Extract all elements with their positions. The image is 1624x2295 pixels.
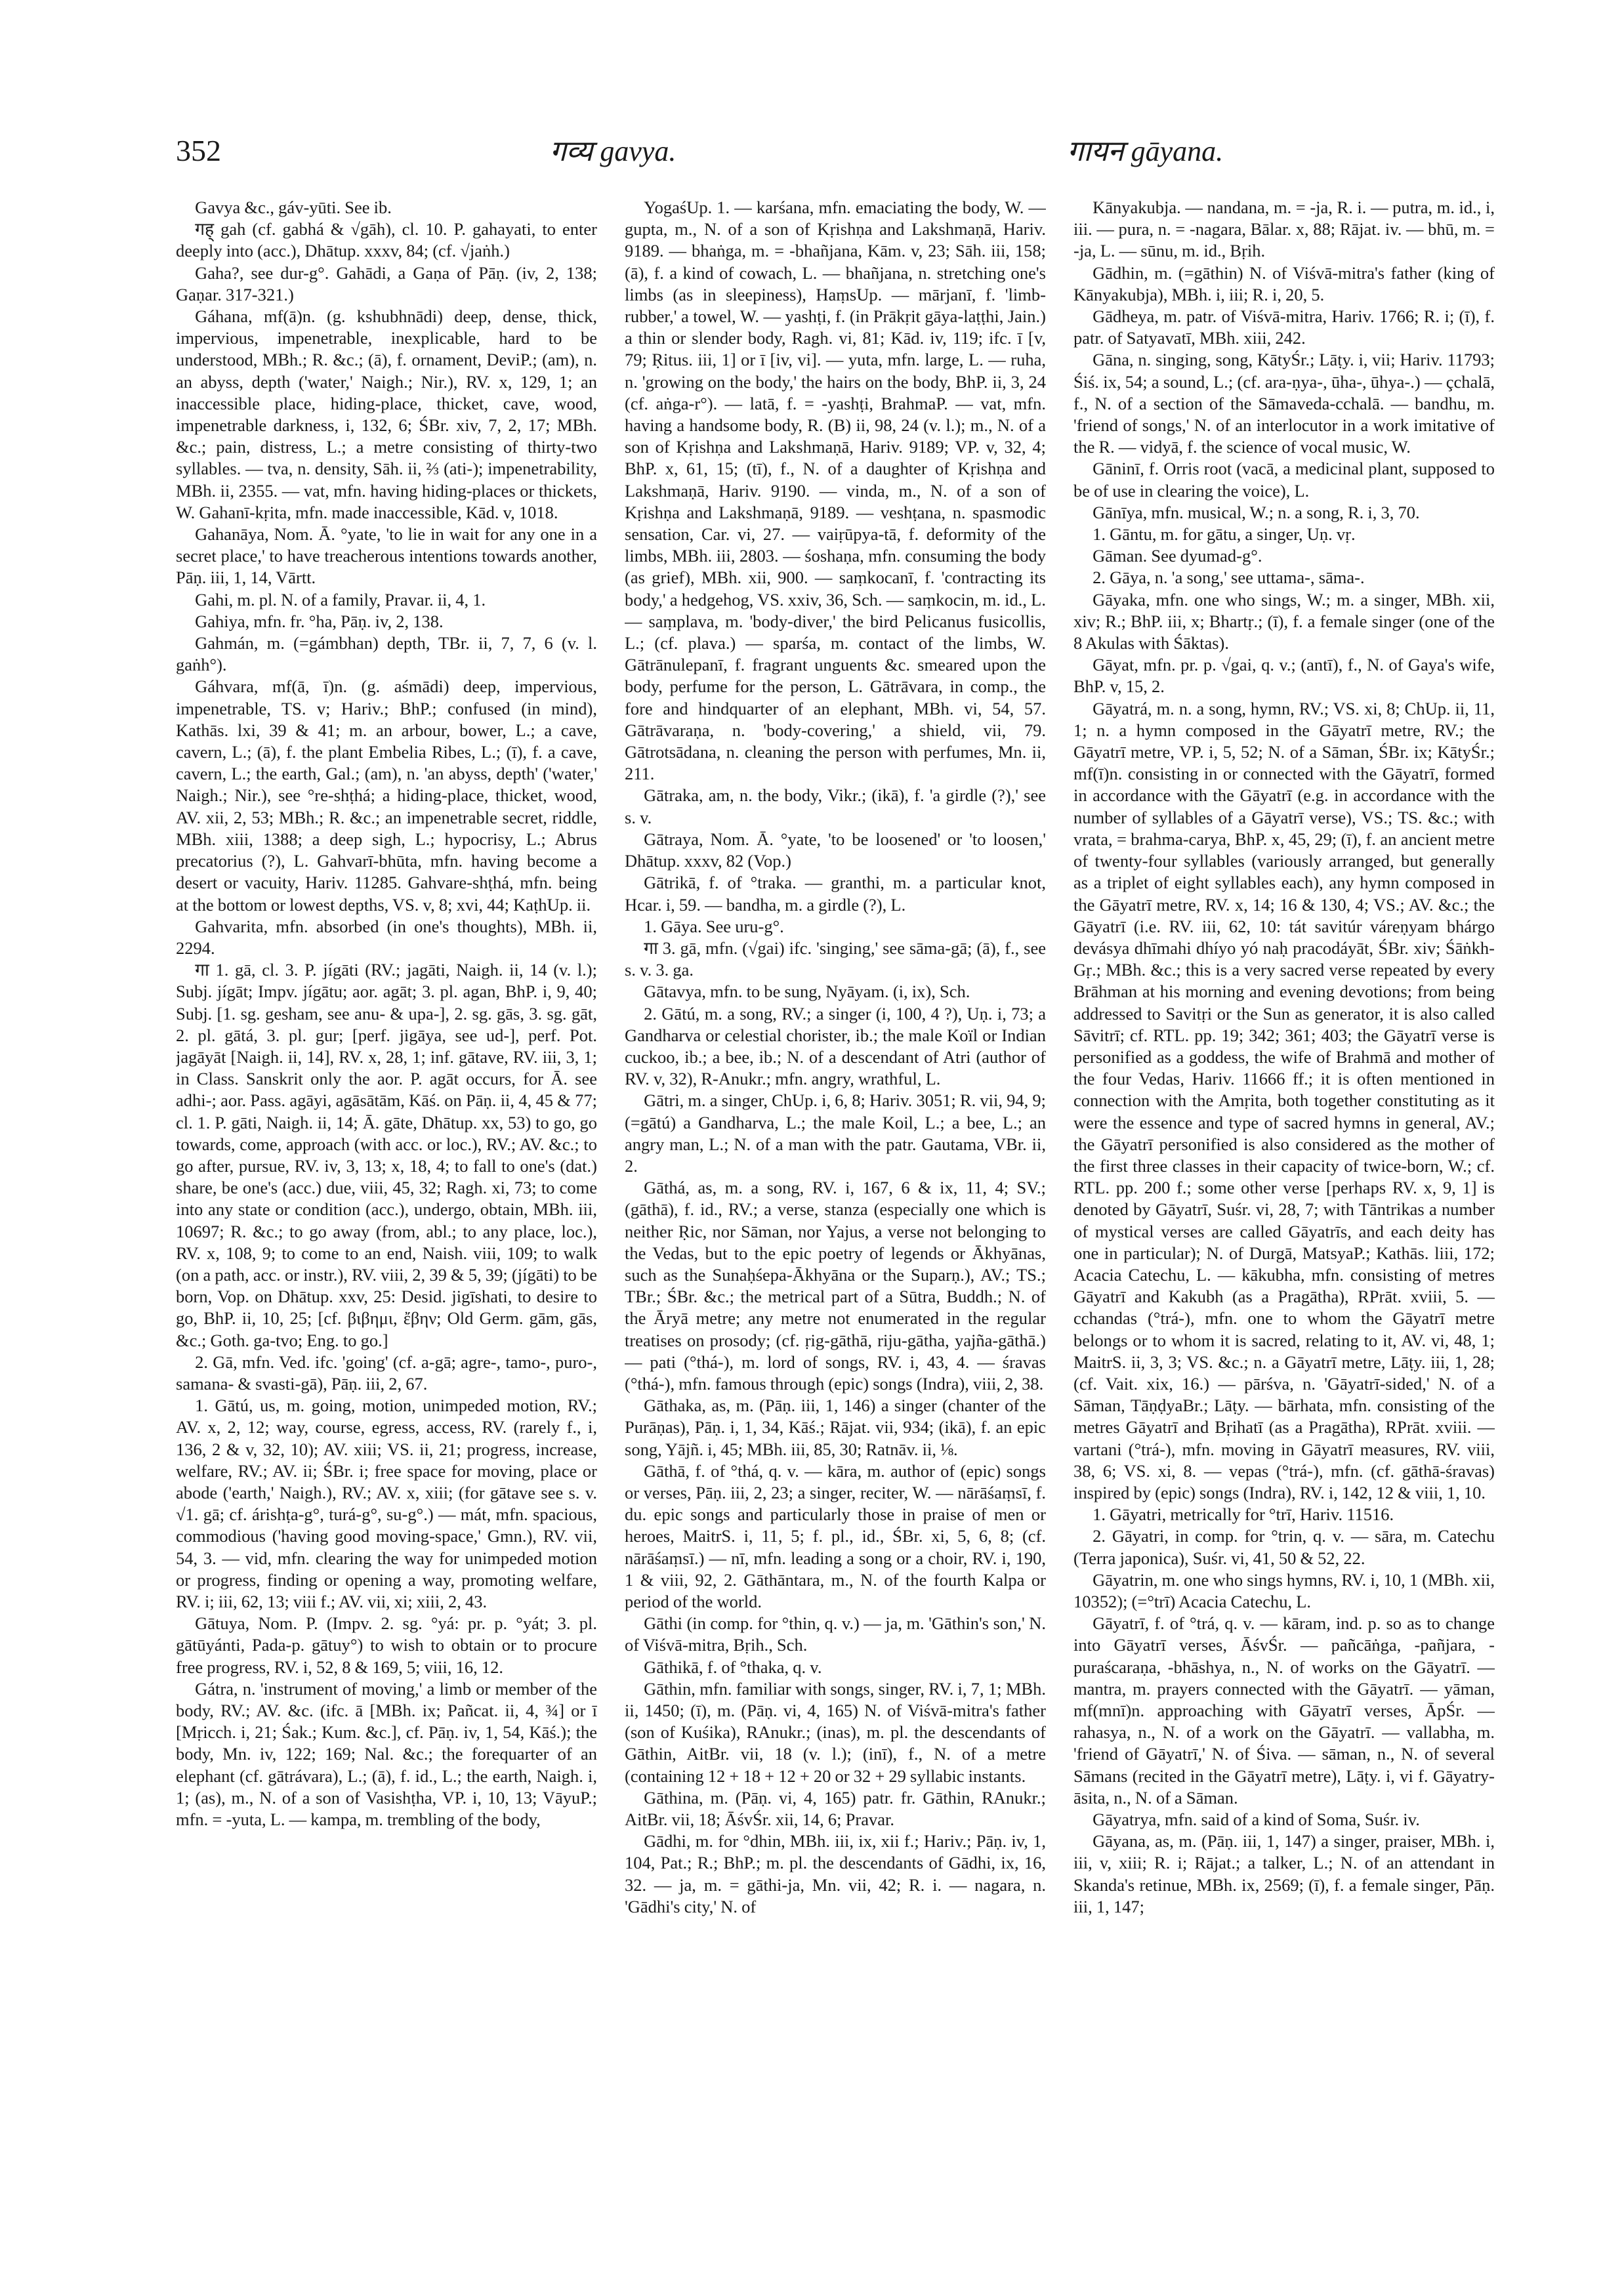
dictionary-entry: Gāthin, mfn. familiar with songs, singer, RV. i, 7, 1; MBh. ii, 1450; (ī), m. (Pāṇ. vi, 4, 165) N. of Viśvā-mitra's father (son of Kuśika), RAnukr.; (inas), m. pl. the descendants of Gāthin, AitBr. vii, 18 (v. l.); (inī), f., N. of a metre (containing 12 + 18 + 12 + 20 or 32 + 29 syllabic instants. — [625, 1678, 1046, 1786]
dictionary-entry: गह् gah (cf. gabhá & √gāh), cl. 10. P. gahayati, to enter deeply into (acc.), Dhātup. xxxv, 84; (cf. √jaṅh.) — [176, 219, 597, 261]
dictionary-entry: Gāyatrá, m. n. a song, hymn, RV.; VS. xi, 8; ChUp. ii, 11, 1; n. a hymn composed in the Gāyatrī metre, RV.; the Gāyatrī metre, VP. i, 5, 52; N. of a Sāman, ŚBr. ix; KātyŚr.; mf(ī)n. consisting in or connected with the Gāyatrī, formed in accordance with the Gāyatrī (e.g. in accordance with the number of syllables of a Gāyatrī verse), VS.; TS. &c.; with vrata, = brahma-carya, BhP. x, 45, 29; (ī), f. an ancient metre of twenty-four syllables (variously arranged, but generally as a triplet of eight syllables each), any hymn composed in the Gāyatrī metre, RV. x, 14; 16 & 130, 4; VS.; AV. &c.; the Gāyatrī (i.e. RV. iii, 62, 10: tát savitúr váreṇyam bhárgo devásya dhīmahi dhíyo yó naḥ pracodáyāt, ŚBr. xiv; Śāṅkh-Gṛ.; MBh. &c.; this is a very sacred verse repeated by every Brāhman at his morning and evening devotions; from being addressed to Savitṛi or the Sun as generator, it is also called Sāvitrī; cf. RTL. pp. 19; 342; 361; 403; the Gāyatrī verse is personified as a goddess, the wife of Brahmā and mother of the four Vedas, Hariv. 11666 ff.; it is often mentioned in connection with the Amṛita, both together constituting as it were the essence and type of sacred hymns in general, AV.; the Gāyatrī personified is also considered as the mother of the first three classes in their capacity of twice-born, W.; cf. RTL. pp. 200 f.; some other verse [perhaps RV. x, 9, 1] is denoted by Gāyatrī, Suśr. vi, 28, 7; with Tāntrikas a number of mystical verses are called Gāyatrīs, and each deity has one in particular); N. of Durgā, MatsyaP.; Kathās. liii, 172; Acacia Catechu, L. — kākubha, mfn. consisting of metres Gāyatrī and Kakubh (as a Pragātha), RPrāt. xviii, 5. — cchandas (°trá-), mfn. one to whom the Gāyatrī metre belongs or to whom it is sacred, relating to it, AV. vi, 48, 1; MaitrS. ii, 3, 3; VS. &c.; n. a Gāyatrī metre, Lāṭy. iii, 1, 28; (cf. Vait. xix, 16.) — pārśva, n. 'Gāyatrī-sided,' N. of a Sāman, TāṇḍyaBr.; Lāṭy. — bārhata, mfn. consisting of the metres Gāyatrī and Bṛihatī (as a Pragātha), RPrāt. xviii. — vartani (°trá-), mfn. moving in Gāyatrī measures, RV. viii, 38, 6; VS. xi, 8. — vepas (°trá-), mfn. (cf. gāthā-śravas) inspired by (epic) songs (Indra), RV. i, 142, 12 & viii, 1, 10. — [1073, 698, 1495, 1502]
dictionary-entry: Gavya &c., gáv-yūti. See ib. — [195, 197, 392, 217]
dictionary-entry: Gāthaka, as, m. (Pāṇ. iii, 1, 146) a singer (chanter of the Purāṇas), Pāṇ. i, 1, 34, Kāś.; Rājat. vii, 934; (ikā), f. an epic song, Yājñ. i, 45; MBh. iii, 85, 30; Ratnāv. ii, ⅛. — [625, 1396, 1046, 1459]
column-right — [1073, 197, 1495, 2257]
dictionary-columns — [176, 197, 1495, 2257]
dictionary-entry: Gātavya, mfn. to be sung, Nyāyam. (i, ix), Sch. — [644, 982, 970, 1002]
dictionary-entry: Kānyakubja. — nandana, m. = -ja, R. i. — putra, m. id., i, iii. — pura, n. = -nagara, Bālar. x, 88; Rājat. iv. — bhū, m. = -ja, L. — sūnu, m. id., Bṛih. — [1073, 197, 1495, 261]
dictionary-entry: Gaha?, see dur-g°. Gahādi, a Gaṇa of Pāṇ. (iv, 2, 138; Gaṇar. 317-321.) — [176, 262, 597, 304]
dictionary-entry: Gāyat, mfn. pr. p. √gai, q. v.; (antī), f., N. of Gaya's wife, BhP. v, 15, 2. — [1073, 655, 1495, 697]
dictionary-entry: Gāthi (in comp. for °thin, q. v.) — ja, m. 'Gāthin's son,' N. of Viśvā-mitra, Bṛih., Sch. — [625, 1613, 1046, 1655]
dictionary-entry: Gātrikā, f. of °traka. — granthi, m. a particular knot, Hcar. i, 59. — bandha, m. a girdle (?), L. — [625, 873, 1046, 915]
dictionary-entry: 1. Gāya. See uru-g°. — [644, 916, 784, 936]
dictionary-entry: 2. Gātú, m. a song, RV.; a singer (i, 100, 4 ?), Uṇ. i, 73; a Gandharva or celestial chorister, ib.; the male Koïl or Indian cuckoo, ib.; a bee, ib.; N. of a descendant of Atri (author of RV. v, 32), R-Anukr.; mfn. angry, wrathful, L. — [625, 1003, 1046, 1089]
column-middle — [625, 197, 1046, 2257]
dictionary-entry: Gāthikā, f. of °thaka, q. v. — [644, 1657, 822, 1677]
dictionary-entry: Gātri, m. a singer, ChUp. i, 6, 8; Hariv. 3051; R. vii, 94, 9; (=gātú) a Gandharva, L.; the male Koil, L.; a bee, L.; an angry man, L.; N. of a man with the patr. Gautama, VBr. ii, 2. — [625, 1090, 1046, 1176]
dictionary-entry: Gahiya, mfn. fr. °ha, Pāṇ. iv, 2, 138. — [195, 611, 444, 631]
dictionary-entry: Gāyana, as, m. (Pāṇ. iii, 1, 147) a singer, praiser, MBh. i, iii, v, xiii; R. i; Rājat.; a talker, L.; N. of an attendant in Skanda's retinue, MBh. ix, 2569; (ī), f. a female singer, Pāṇ. iii, 1, 147; — [1073, 1831, 1495, 1916]
dictionary-entry: गा 1. gā, cl. 3. P. jígāti (RV.; jagāti, Naigh. ii, 14 (v. l.); Subj. jígāt; Impv. jígātu; aor. agāt; 3. pl. agan, BhP. i, 9, 40; Subj. [1. sg. gesham, see anu- & upa-], 2. sg. gās, 3. sg. gāt, 2. pl. gātá, 3. pl. gur; [perf. jigāya, see ud-], perf. Pot. jagāyāt [Naigh. ii, 14], RV. x, 28, 1; inf. gātave, RV. iii, 3, 1; in Class. Sanskrit only the aor. P. agāt occurs, for Ā. see adhi-; aor. Pass. agāyi, agāsātām, Kāś. on Pāṇ. ii, 4, 45 & 77; cl. 1. P. gāti, Naigh. ii, 14; Ā. gāte, Dhātup. xx, 53) to go, go towards, come, approach (with acc. or loc.), RV.; AV. &c.; to go after, pursue, RV. iv, 3, 13; x, 18, 4; to fall to one's (dat.) share, be one's (acc.) due, viii, 45, 32; Ragh. xi, 73; to come into any state or condition (acc.), undergo, obtain, MBh. iii, 10697; R. &c.; to go away (from, abl.; to any place, loc.), RV. x, 108, 9; to come to an end, Naish. viii, 109; to walk (on a path, acc. or instr.), RV. viii, 2, 39 & 5, 39; (jígāti) to be born, Vop. on Dhātup. xxv, 25: Desid. jigīshati, to desire to go, BhP. ii, 10, 25; [cf. βιβημι, ἔβην; Old Germ. gām, gās, &c.; Goth. ga-tvo; Eng. to go.] — [176, 960, 597, 1350]
dictionary-entry: Gāna, n. singing, song, KātyŚr.; Lāṭy. i, vii; Hariv. 11793; Śiś. ix, 54; a sound, L.; (cf. ara-ṇya-, ūha-, ūhya-.) — çchalā, f., N. of a section of the Sāmaveda-cchalā. — bandhu, m. 'friend of songs,' N. of an interlocutor in a work imitative of the R. — vidyā, f. the science of vocal music, W. — [1073, 350, 1495, 457]
dictionary-entry: Gahvarita, mfn. absorbed (in one's thoughts), MBh. ii, 2294. — [176, 916, 597, 958]
dictionary-entry: 2. Gā, mfn. Ved. ifc. 'going' (cf. a-gā; agre-, tamo-, puro-, samana- & svasti-gā), Pāṇ. iii, 2, 67. — [176, 1352, 597, 1394]
dictionary-entry: 1. Gāyatri, metrically for °trī, Hariv. 11516. — [1093, 1504, 1394, 1525]
dictionary-entry: Gāthá, as, m. a song, RV. i, 167, 6 & ix, 11, 4; SV.; (gāthā), f. id., RV.; a verse, stanza (especially one which is neither Ṛic, nor Sāman, nor Yajus, a verse not belonging to the Vedas, but to the epic poetry of legends or Ākhyānas, such as the Sunaḥśepa-Ākhyāna or the Suparṇ.), AV.; TS.; TBr.; ŚBr. &c.; the metrical part of a Sūtra, Buddh.; N. of the Āryā metre; any metre not enumerated in the regular treatises on prosody; (cf. ṛig-gāthā, riju-gātha, yajña-gāthā.) — pati (°thá-), m. lord of songs, RV. i, 43, 4. — śravas (°thá-), mfn. famous through (epic) songs (Indra), viii, 2, 38. — [625, 1178, 1046, 1394]
running-head-left: गव्य gavya. — [550, 135, 677, 167]
dictionary-entry: Gāninī, f. Orris root (vacā, a medicinal plant, supposed to be of use in clearing the voice), L. — [1073, 459, 1495, 501]
dictionary-entry: Gátra, n. 'instrument of moving,' a limb or member of the body, RV.; AV. &c. (ifc. ā [MBh. ix; Pañcat. ii, 4, ¾] or ī [Mṛicch. i, 21; Śak.; Kum. &c.], cf. Pāṇ. iv, 1, 54, Kāś.); the body, Mn. iv, 122; 169; Nal. &c.; the forequarter of an elephant (cf. gātrávara), L.; (ā), f. id., L.; the earth, Naigh. i, 1; (as), m., N. of a son of Vasishṭha, VP. i, 10, 13; VāyuP.; mfn. = -yuta, L. — kampa, m. trembling of the body, — [176, 1678, 597, 1830]
dictionary-entry: Gahanāya, Nom. Ā. °yate, 'to lie in wait for any one in a secret place,' to have treacherous intentions towards another, Pāṇ. iii, 1, 14, Vārtt. — [176, 524, 597, 588]
dictionary-entry: Gādheya, m. patr. of Viśvā-mitra, Hariv. 1766; R. i; (ī), f. patr. of Satyavatī, MBh. xiii, 242. — [1073, 306, 1495, 348]
dictionary-entry: Gādhin, m. (=gāthin) N. of Viśvā-mitra's father (king of Kānyakubja), MBh. i, iii; R. i, 20, 5. — [1073, 262, 1495, 304]
page-number: 352 — [176, 134, 221, 167]
dictionary-entry: Gādhi, m. for °dhin, MBh. iii, ix, xii f.; Hariv.; Pāṇ. iv, 1, 104, Pat.; R.; BhP.; m. pl. the descendants of Gādhi, ix, 16, 32. — ja, m. = gāthi-ja, Mn. vii, 42; R. i. — nagara, n. 'Gādhi's city,' N. of — [625, 1831, 1046, 1916]
dictionary-entry: Gāyatrya, mfn. said of a kind of Soma, Suśr. iv. — [1093, 1809, 1420, 1830]
column-left — [176, 197, 597, 2257]
dictionary-entry: गा 3. gā, mfn. (√gai) ifc. 'singing,' see sāma-gā; (ā), f., see s. v. 3. ga. — [625, 938, 1046, 980]
dictionary-entry: 2. Gāyatri, in comp. for °trin, q. v. — sāra, m. Catechu (Terra japonica), Suśr. vi, 41, 50 & 52, 22. — [1073, 1526, 1495, 1568]
dictionary-entry: Gahmán, m. (=gámbhan) depth, TBr. ii, 7, 7, 6 (v. l. gaṅh°). — [176, 633, 597, 675]
dictionary-entry: Gāyaka, mfn. one who sings, W.; m. a singer, MBh. xii, xiv; R.; BhP. iii, x; Bhartṛ.; (ī), f. a female singer (one of the 8 Akulas with Śāktas). — [1073, 589, 1495, 653]
dictionary-entry: Gāthā, f. of °thá, q. v. — kāra, m. author of (epic) songs or verses, Pāṇ. iii, 2, 23; a singer, reciter, W. — nārāśaṃsī, f. du. epic songs and particularly those in praise of men or heroes, MaitrS. i, 11, 5; f. pl., id., ŚBr. xi, 5, 6, 8; (cf. nārāśaṃsī.) — nī, mfn. leading a song or a choir, RV. i, 190, 1 & viii, 92, 2. Gāthāntara, m., N. of the fourth Kalpa or period of the world. — [625, 1460, 1046, 1611]
dictionary-entry: Gāyatrin, m. one who sings hymns, RV. i, 10, 1 (MBh. xii, 10352); (=°trī) Acacia Catechu, L. — [1073, 1569, 1495, 1611]
dictionary-entry: Gáhana, mf(ā)n. (g. kshubhnādi) deep, dense, thick, impervious, impenetrable, inexplicable, hard to be understood, MBh.; R. &c.; (ā), f. ornament, DeviP.; (am), n. an abyss, depth ('water,' Naigh.; Nir.), RV. x, 129, 1; an inaccessible place, hiding-place, thicket, cave, wood, impenetrable darkness, i, 132, 6; ŚBr. xiv, 7, 2, 17; MBh. &c.; pain, distress, L.; a metre consisting of thirty-two syllables. — tva, n. density, Sāh. ii, ⅔ (ati-); impenetrability, MBh. ii, 2355. — vat, mfn. having hiding-places or thickets, W. Gahanī-kṛita, mfn. made inaccessible, Kād. v, 1018. — [176, 306, 597, 522]
running-head-right: गायन gāyana. — [1067, 135, 1224, 167]
dictionary-entry: Gātraka, am, n. the body, Vikr.; (ikā), f. 'a girdle (?),' see s. v. — [625, 785, 1046, 827]
dictionary-entry: Gātuya, Nom. P. (Impv. 2. sg. °yá: pr. p. °yát; 3. pl. gātūyánti, Pada-p. gātuy°) to wish to obtain or to procure free progress, RV. i, 52, 8 & 169, 5; viii, 16, 12. — [176, 1613, 597, 1677]
dictionary-entry: 2. Gāya, n. 'a song,' see uttama-, sāma-. — [1093, 568, 1365, 588]
dictionary-entry: 1. Gātú, us, m. going, motion, unimpeded motion, RV.; AV. x, 2, 12; way, course, egress, access, RV. (rarely f., i, 136, 2 & v, 32, 10); AV. xiii; VS. ii, 21; progress, increase, welfare, RV.; AV. ii; ŚBr. i; free space for moving, place or abode ('earth,' Naigh.), RV.; AV. x, xiii; (for gātave see s. v. √1. gā; cf. árishṭa-g°, turá-g°, su-g°.) — mát, mfn. spacious, commodious ('having good moving-space,' Gmn.), RV. vii, 54, 3. — vid, mfn. clearing the way for unimpeded motion or progress, finding or opening a way, promoting welfare, RV. i; iii, 62, 13; viii f.; AV. vii, xi; xiii, 2, 43. — [176, 1396, 597, 1611]
dictionary-entry: Gāman. See dyumad-g°. — [1093, 546, 1262, 566]
dictionary-entry: Gātraya, Nom. Ā. °yate, 'to be loosened' or 'to loosen,' Dhātup. xxxv, 82 (Vop.) — [625, 829, 1046, 871]
page-header — [176, 130, 1486, 176]
dictionary-entry: Gānīya, mfn. musical, W.; n. a song, R. i, 3, 70. — [1093, 502, 1420, 522]
dictionary-entry: 1. Gāntu, m. for gātu, a singer, Uṇ. vṛ. — [1093, 524, 1356, 545]
dictionary-entry: Gāthina, m. (Pāṇ. vi, 4, 165) patr. fr. Gāthin, RAnukr.; AitBr. vii, 18; ĀśvŚr. xii, 14, 6; Pravar. — [625, 1787, 1046, 1830]
dictionary-entry: Gāyatrī, f. of °trá, q. v. — kāram, ind. p. so as to change into Gāyatrī verses, ĀśvŚr. — pañcāṅga, -pañjara, -puraścaraṇa, -bhāshya, n., N. of works on the Gāyatrī. — mantra, m. prayers connected with the Gāyatrī. — yāman, mf(mnī)n. approaching with Gāyatrī verses, ĀpŚr. — rahasya, n., N. of a work on the Gāyatrī. — vallabha, m. 'friend of Gāyatrī,' N. of Śiva. — sāman, n., N. of several Sāmans (recited in the Gāyatrī metre), Lāṭy. i, vi f. Gāyatry-āsita, n., N. of a Sāman. — [1073, 1613, 1495, 1808]
dictionary-entry: Gahi, m. pl. N. of a family, Pravar. ii, 4, 1. — [195, 589, 486, 610]
dictionary-entry: Gáhvara, mf(ā, ī)n. (g. aśmādi) deep, impervious, impenetrable, TS. v; Hariv.; BhP.; confused (in mind), Kathās. lxi, 39 & 41; m. an arbour, bower, L.; a cave, cavern, L.; (ā), f. the plant Embelia Ribes, L.; (ī), f. a cave, cavern, L.; the earth, Gal.; (am), n. 'an abyss, depth' ('water,' Naigh.; Nir.), see °re-shṭhá; a hiding-place, thicket, wood, AV. xii, 2, 53; MBh.; R. &c.; an impenetrable secret, riddle, MBh. xiii, 1388; a deep sigh, L.; hypocrisy, L.; Abrus precatorius (?), L. Gahvarī-bhūta, mfn. having become a desert or vacuity, Hariv. 11285. Gahvare-shṭhá, mfn. being at the bottom or lowest depths, VS. v, 8; xvi, 44; KaṭhUp. ii. — [176, 676, 597, 915]
dictionary-entry: YogaśUp. 1. — karśana, mfn. emaciating the body, W. — gupta, m., N. of a son of Kṛishṇa and Lakshmaṇā, Hariv. 9189. — bhaṅga, m. = -bhañjana, Kām. v, 23; Sāh. iii, 158; (ā), f. a kind of cowach, L. — bhañjana, n. stretching one's limbs (as in sleepiness), HaṃsUp. — mārjanī, f. 'limb-rubber,' a towel, W. — yashṭi, f. (in Prākṛit gāya-laṭṭhi, Jain.) a thin or slender body, Ragh. vi, 81; Kād. iv, 119; ifc. ī [v, 79; Ṛitus. iii, 1] or ī [iv, vi]. — yuta, mfn. large, L. — ruha, n. 'growing on the body,' the hairs on the body, BhP. ii, 3, 24 (cf. aṅga-r°). — latā, f. = -yashṭi, BrahmaP. — vat, mfn. having a handsome body, R. (B) ii, 98, 24 (v. l.); m., N. of a son of Kṛishṇa and Lakshmaṇā, Hariv. 9189; VP. v, 32, 4; BhP. x, 61, 15; (tī), f., N. of a daughter of Kṛishṇa and Lakshmaṇā, Hariv. 9190. — vinda, m., N. of a son of Kṛishṇa and Lakshmaṇā, 9189. — veshṭana, n. spasmodic sensation, Car. vi, 27. — vaiṛūpya-tā, f. deformity of the limbs, MBh. iii, 2803. — śoshaṇa, mfn. consuming the body (as grief), MBh. xii, 900. — saṃkocanī, f. 'contracting its body,' a hedgehog, VS. xxiv, 36, Sch. — saṃkocin, m. id., L. — saṃplava, m. 'body-diver,' the bird Pelicanus fusicollis, L.; (cf. plava.) — sparśa, m. contact of the limbs, W. Gātrānulepanī, f. fragrant unguents &c. smeared upon the body, perfume for the person, L. Gātrāvara, in comp., the fore and hindquarter of an elephant, MBh. vi, 54, 57. Gātrāvaraṇa, n. 'body-covering,' a shield, vii, 79. Gātrotsādana, n. cleaning the person with perfumes, Mn. ii, 211. — [625, 197, 1046, 784]
